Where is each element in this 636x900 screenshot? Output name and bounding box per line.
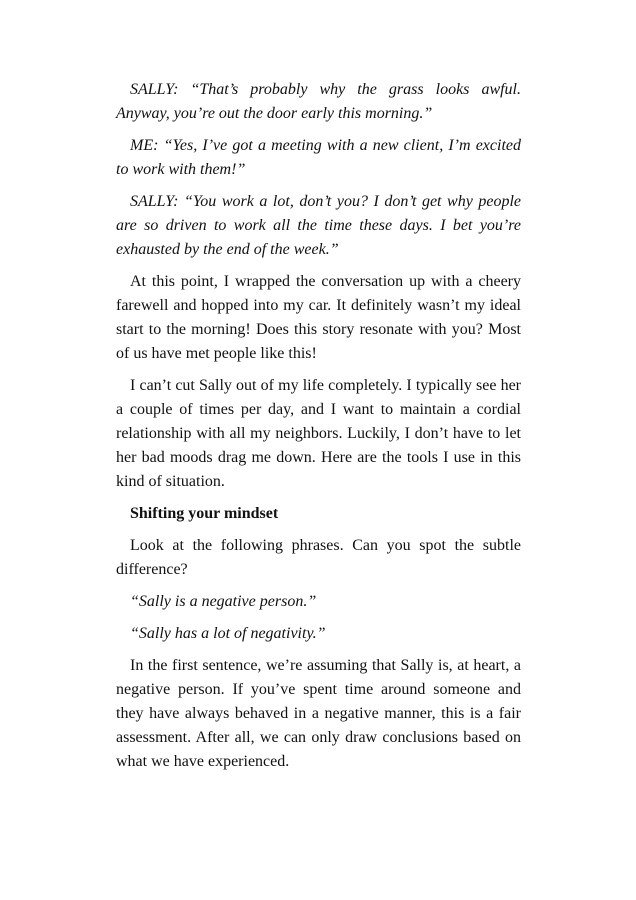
dialogue-sally-work: SALLY: “You work a lot, don’t you? I don’t get why people are so driven to work all the time these days. I bet you’re exhausted by the end of the week.”: [116, 193, 521, 258]
paragraph-cut-sally: I can’t cut Sally out of my life completely. I typically see her a couple of times per day, and I want to maintain a cordial relationship with all my neighbors. Luckily, I don’t have to let her bad moods drag me down. Here are the tools I use in this kind of situation.: [116, 377, 521, 490]
phrase-negativity: “Sally has a lot of negativity.”: [130, 625, 326, 642]
dialogue-me-meeting: ME: “Yes, I’ve got a meeting with a new client, I’m excited to work with them!”: [116, 137, 521, 178]
paragraph-first-sentence: In the first sentence, we’re assuming that Sally is, at heart, a negative person. If you’ve spent time around someone and they have always behaved in a negative manner, this is a fair assessment. After all, we can only draw conclusions based on what we have experienced.: [116, 657, 521, 770]
paragraph-farewell: At this point, I wrapped the conversation up with a cheery farewell and hopped into my car. It definitely wasn’t my ideal start to the morning! Does this story resonate with you? Most of us have met people like this!: [116, 273, 521, 362]
phrase-negative-person: “Sally is a negative person.”: [130, 593, 317, 610]
book-page: [116, 78, 521, 782]
dialogue-sally-grass: SALLY: “That’s probably why the grass looks awful. Anyway, you’re out the door early this morning.”: [116, 81, 521, 122]
paragraph-phrases-intro: Look at the following phrases. Can you spot the subtle difference?: [116, 537, 521, 578]
section-heading: Shifting your mindset: [130, 505, 279, 522]
